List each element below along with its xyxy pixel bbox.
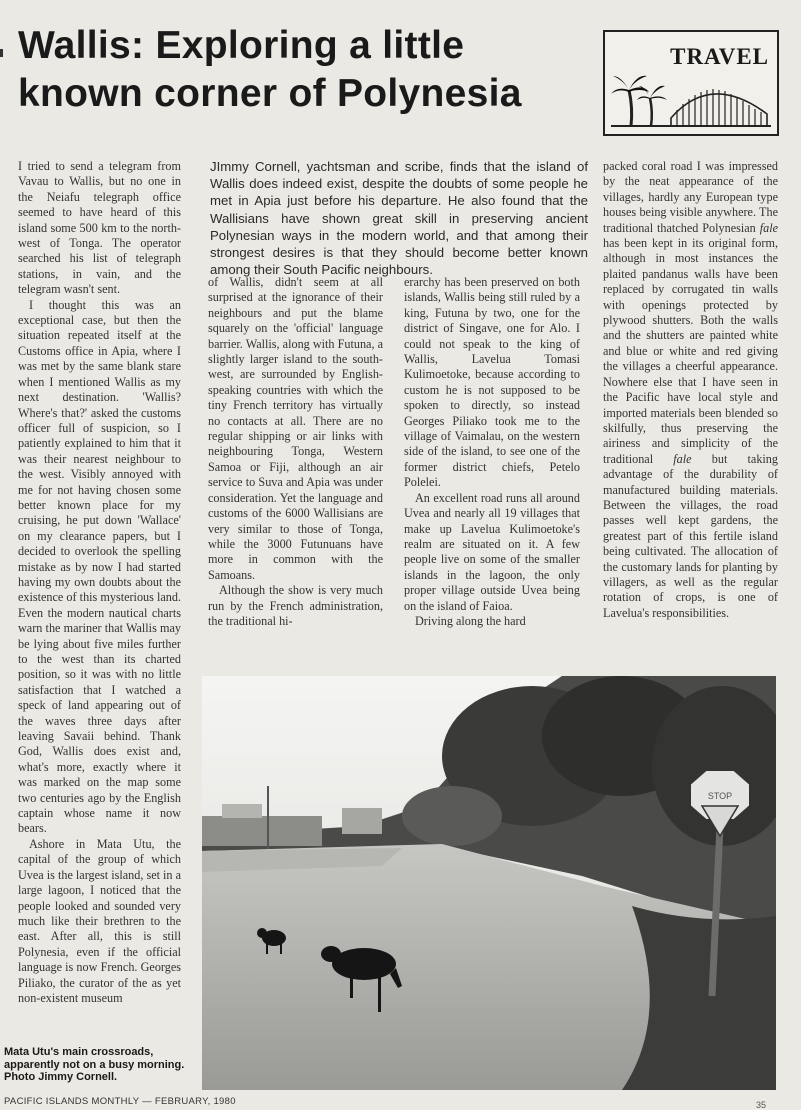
article-standfirst: JImmy Cornell, yachtsman and scribe, finds that the island of Wallis does indeed exist, despite the doubts of some people he met in Apia just before his departure. He also found that the Wallisians have shown great skill in preserving ancient Polynesian ways in the modern world, and that among their strongest desires is that they should become better known among their South Pacific neighbours.: [210, 159, 588, 278]
column-3: [404, 275, 580, 629]
headline-line-1: Wallis: Exploring a little: [18, 24, 465, 67]
column-2: [208, 275, 383, 629]
col4-text-a: packed coral road I was impressed by the neat appearance of the villages, hardly any European type houses being visible anywhere. The traditional thatched Polynesian: [603, 159, 778, 235]
column-4: [603, 159, 778, 621]
col1-paragraph-1: I tried to send a telegram from Vavau to Wallis, but no one in the Neiafu telegraph office seemed to have heard of this island some 500 km to the north-west of Tonga. The operator searched his list of telegraph stations, in vain, and the telegram wasn't sent.: [18, 159, 181, 297]
crossroads-photo: [202, 676, 776, 1090]
col4-text-c: but taking advantage of the durability of manufactured building materials. Between the villages, the road passes well kept gardens, the greatest part of this fertile island being cultivated. The allocation of the customary lands for planting by villagers, as well as the regular rotation of crops, is one of Lavelua's responsibilities.: [603, 451, 778, 620]
travel-section-badge: [603, 30, 779, 136]
col4-paragraph-1: [603, 159, 778, 621]
headline-line-2: known corner of Polynesia: [18, 72, 522, 115]
col4-italic-fale-2: fale: [673, 451, 692, 466]
col2-paragraph-2: Although the show is very much run by the French administration, the traditional hi-: [208, 583, 383, 628]
column-1: [18, 159, 181, 1006]
page-number: 35: [756, 1100, 767, 1110]
col1-paragraph-3: Ashore in Mata Utu, the capital of the group of which Uvea is the largest island, set in a large lagoon, I noticed that the people looked and sounded very much like their brethren to the east. After all, this is still Polynesia, even if the official language is now French. Georges Piliako, the curator of the as yet non-existent museum: [18, 836, 181, 1005]
publication-footer: PACIFIC ISLANDS MONTHLY — FEBRUARY, 1980: [4, 1096, 236, 1107]
col2-paragraph-1: of Wallis, didn't seem at all surprised at the ignorance of their neighbours and put the blame squarely on the 'official' language barrier. Wallis, along with Futuna, a slightly larger island to the south-west, are surrounded by English-speaking countries with which the tiny French territory has virtually no contacts at all. There are no regular shipping or air links with neighbouring Tonga, Western Samoa or Fiji, although an air service to Suva and Apia was under consideration. Yet the language and customs of the 6000 Wallisians are very similar to those of Tonga, while the 3000 Futunuans have more in common with the Samoans.: [208, 275, 383, 582]
col3-paragraph-3: Driving along the hard: [415, 613, 526, 628]
col3-paragraph-1: erarchy has been preserved on both islands, Wallis being still ruled by a king, Futuna by two, one for the district of Singave, one for Alo. I could not speak to the king of Wallis, Lavelua Tomasi Kulimoetoke, because according to custom he is not supposed to be spoken to directly, so instead Georges Piliako took me to the village of Vaimalau, on the western side of the island, to see one of the former district chiefs, Petelo Polelei.: [404, 275, 580, 490]
section-label: TRAVEL: [670, 44, 769, 69]
article-headline: [18, 22, 598, 118]
photo-caption: Mata Utu's main crossroads, apparently not on a busy morning. Photo Jimmy Cornell.: [4, 1046, 185, 1083]
stop-sign-label: STOP: [707, 791, 733, 801]
col4-text-b: has been kept in its original form, although in most instances the plaited pandanus walls have been replaced by corrugated tin walls with openings protected by plywood shutters. Both the walls and the shutters are painted white and blue or white and red giving the villages a cheerful appearance. Nowhere else that I have seen in the Pacific have local style and imported materials been blended so skilfully, thus preserving the airiness and simplicity of the traditional: [603, 236, 778, 466]
column-rule-mark: [0, 49, 3, 57]
col4-italic-fale-1: fale: [759, 220, 778, 235]
palm-hut-icon: [611, 68, 775, 130]
col1-paragraph-2: I thought this was an exceptional case, but then the situation repeated itself at the Customs office in Apia, where I was met by the same blank stare when I mentioned Wallis as my next destination. 'Wallis? Where's that?' asked the customs officer full of suspicion, so I patiently explained to him that it was their nearest neighbour to the west. Visibly annoyed with me for not having chosen some better known place for my cruising, he put down 'Wallace' on my clearance papers, but I decided to overlook the spelling mistake as by now I had started having my own doubts about the existence of this mysterious land. Even the modern nautical charts warn the mariner that Wallis may be lying about five miles further to the west than its charted position, so it was with no little satisfaction that I watched a speck of land appearing out of the waves three days after leaving Savaii behind. Thank God, Wallis does exist and, what's more, exactly where it was marked on the map some two centuries ago by the English captain whose name it now bears.: [18, 297, 181, 836]
col3-paragraph-2: An excellent road runs all around Uvea and nearly all 19 villages that make up Lavelua Kulimoetoke's realm are situated on it. A few people live on some of the smaller islands in the lagoon, the only proper village outside Uvea being on the island of Faioa.: [404, 490, 580, 613]
